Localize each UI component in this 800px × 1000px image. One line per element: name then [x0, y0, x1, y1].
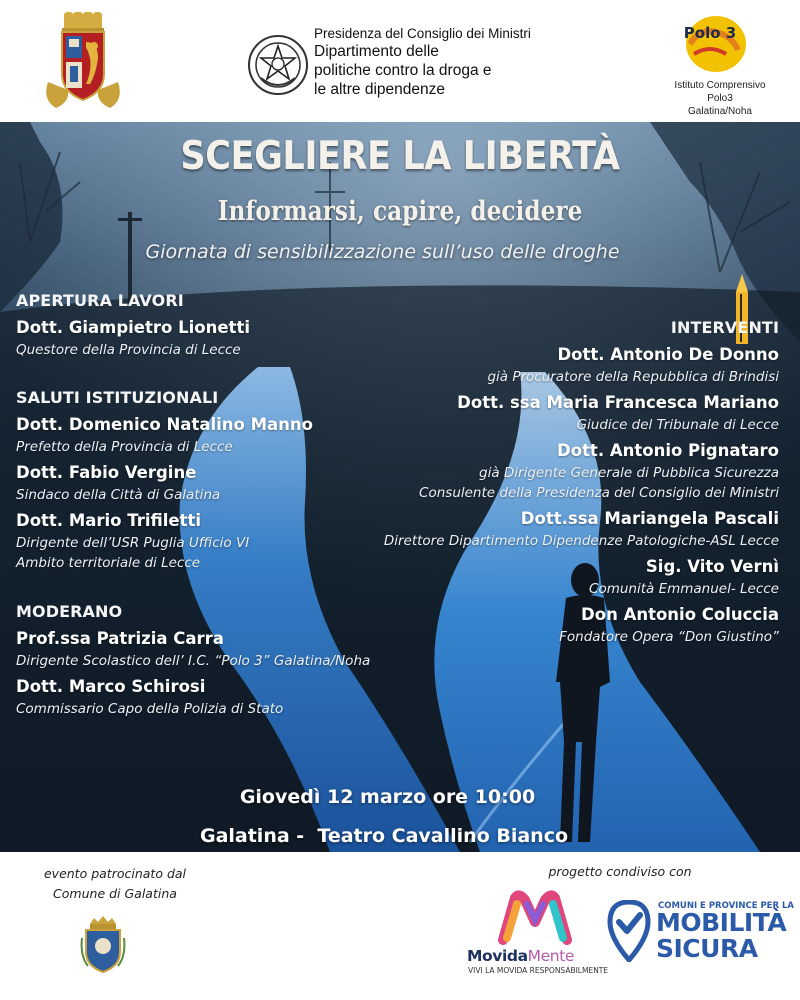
dept-line-1: Presidenza del Consiglio dei Ministri — [314, 26, 531, 41]
speaker-role: Sindaco della Città di Galatina — [16, 487, 221, 503]
apertura-heading: APERTURA LAVORI — [16, 291, 184, 310]
saluti-heading: SALUTI ISTITUZIONALI — [16, 388, 219, 407]
polo3-logo-icon — [680, 14, 750, 76]
polizia-crest-icon — [40, 12, 126, 112]
movidamente-tagline: VIVI LA MOVIDA RESPONSABILMENTE — [468, 966, 609, 975]
poster-tagline: Giornata di sensibilizzazione sull’uso delle droghe — [145, 241, 620, 263]
dept-line-3: politiche contro la droga e — [314, 62, 492, 79]
speaker-name: Don Antonio Coluccia — [581, 605, 779, 624]
speaker-role: Direttore Dipartimento Dipendenze Patologiche-ASL Lecce — [383, 533, 779, 549]
header-bar — [0, 0, 800, 122]
poster-title: SCEGLIERE LA LIBERTÀ — [180, 134, 620, 179]
speaker-role: Comunità Emmanuel- Lecce — [589, 581, 779, 597]
speaker-role: già Dirigente Generale di Pubblica Sicurezza — [479, 465, 779, 481]
event-date: Giovedì 12 marzo ore 10:00 — [239, 786, 536, 808]
speaker-name: Sig. Vito Vernì — [645, 557, 779, 576]
polo3-line-3: Galatina/Noha — [688, 106, 752, 117]
speaker-role: Fondatore Opera “Don Giustino” — [559, 629, 779, 645]
speaker-name: Dott. Marco Schirosi — [16, 677, 206, 696]
footer-bar — [0, 852, 800, 1000]
speaker-role: Questore della Provincia di Lecce — [16, 342, 241, 358]
speaker-name: Dott. Giampietro Lionetti — [16, 318, 250, 337]
location-pin-check-icon — [606, 900, 652, 962]
shared-project-note: progetto condiviso con — [548, 864, 692, 879]
dept-line-4: le altre dipendenze — [314, 81, 445, 98]
speaker-role: Dirigente dell’USR Puglia Ufficio VI — [16, 535, 250, 551]
polo3-line-1: Istituto Comprensivo — [674, 80, 766, 91]
mobility-tagline: COMUNI E PROVINCE PER LA — [658, 901, 794, 911]
patronage-note — [30, 864, 200, 904]
movida-name-part-b: Mente — [527, 947, 575, 965]
speaker-name: Dott. Antonio De Donno — [557, 345, 779, 364]
patronage-line-2: Comune di Galatina — [53, 886, 177, 901]
program-right-column — [299, 317, 779, 647]
speaker-name: Dott. Fabio Vergine — [16, 463, 197, 482]
speaker-role: Prefetto della Provincia di Lecce — [16, 439, 233, 455]
speaker-name: Dott.ssa Mariangela Pascali — [520, 509, 779, 528]
movidamente-name — [467, 947, 602, 965]
speaker-name: Prof.ssa Patrizia Carra — [16, 629, 224, 648]
speaker-name: Dott. Antonio Pignataro — [557, 441, 779, 460]
speaker-role: già Procuratore della Repubblica di Brindisi — [487, 369, 779, 385]
polo3-line-2: Polo3 — [707, 93, 733, 104]
dept-line-2: Dipartimento delle — [314, 43, 439, 60]
moderano-heading: MODERANO — [16, 602, 123, 621]
speaker-name: Dott. Domenico Natalino Manno — [16, 415, 313, 434]
speaker-role: Dirigente Scolastico dell’ I.C. “Polo 3” Galatina/Noha — [16, 653, 371, 669]
repubblica-emblem-icon — [247, 34, 309, 96]
event-venue: Galatina - Teatro Cavallino Bianco — [199, 825, 569, 847]
speaker-role: Ambito territoriale di Lecce — [16, 555, 201, 571]
polo3-caption — [660, 79, 780, 118]
speaker-role: Consulente della Presidenza del Consiglio dei Ministri — [419, 485, 779, 501]
speaker-role: Giudice del Tribunale di Lecce — [576, 417, 779, 433]
poster-subtitle: Informarsi, capire, decidere — [217, 196, 583, 227]
comune-galatina-crest-icon — [80, 916, 126, 974]
mobility-word-1: MOBILITÀ — [656, 908, 787, 937]
speaker-name: Dott. ssa Maria Francesca Mariano — [457, 393, 779, 412]
movidamente-logo-icon — [497, 888, 573, 948]
speaker-role: Commissario Capo della Polizia di Stato — [16, 701, 284, 717]
event-poster — [0, 122, 800, 852]
patronage-line-1: evento patrocinato dal — [43, 866, 187, 881]
mobility-word-2: SICURA — [656, 934, 758, 963]
movida-name-part-a: Movida — [467, 947, 528, 965]
polo3-logo-text: Polo 3 — [683, 24, 737, 42]
interventi-heading: INTERVENTI — [670, 318, 779, 337]
speaker-name: Dott. Mario Trifiletti — [16, 511, 201, 530]
department-heading — [314, 26, 531, 99]
